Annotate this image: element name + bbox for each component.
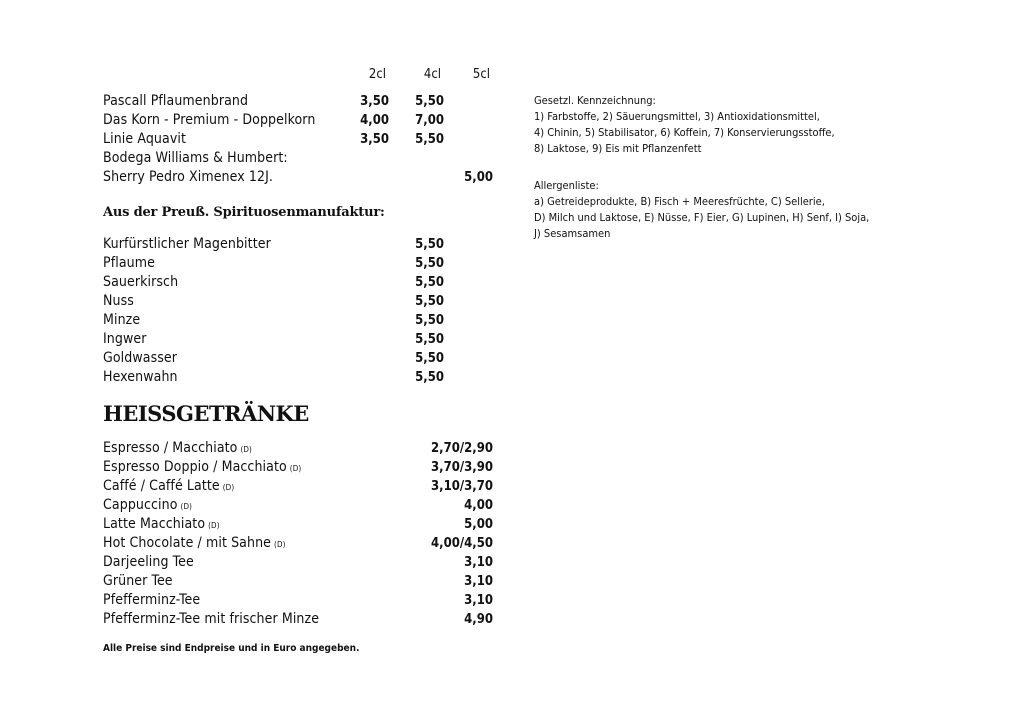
- price: 4,00: [464, 498, 493, 513]
- section-title: Aus der Preuß. Spirituosenmanufaktur:: [103, 205, 385, 220]
- menu-row: [103, 292, 503, 311]
- menu-row: [103, 111, 503, 130]
- column-header-4cl: 4cl: [423, 67, 441, 82]
- item-name: Pflaume: [103, 255, 155, 271]
- legal-title: Gesetzl. Kennzeichnung:: [534, 94, 656, 107]
- menu-row: [103, 130, 503, 149]
- item-name: [103, 553, 194, 572]
- price-4cl: 5,50: [415, 132, 444, 147]
- menu-row: [103, 534, 503, 553]
- item-label: Hot Chocolate / mit Sahne: [103, 535, 272, 551]
- price: 3,10: [464, 593, 493, 608]
- price-4cl: 5,50: [415, 313, 444, 328]
- price-footnote: Alle Preise sind Endpreise und in Euro angegeben.: [103, 643, 360, 654]
- item-name: Ingwer: [103, 331, 147, 347]
- item-label: Darjeeling Tee: [103, 554, 194, 570]
- item-name: [103, 610, 319, 629]
- price-4cl: 5,50: [415, 332, 444, 347]
- menu-row: [103, 477, 503, 496]
- item-label: Caffé / Caffé Latte: [103, 478, 220, 494]
- price-2cl: 4,00: [360, 113, 389, 128]
- item-label: Espresso Doppio / Macchiato: [103, 459, 287, 475]
- price: 3,10: [464, 555, 493, 570]
- item-label: Pfefferminz-Tee: [103, 592, 201, 608]
- price-2cl: 3,50: [360, 94, 389, 109]
- item-label: Cappuccino: [103, 497, 178, 513]
- menu-row: [103, 368, 503, 387]
- price: 2,70/2,90: [431, 441, 493, 456]
- item-name: [103, 477, 234, 497]
- legal-line: 1) Farbstoffe, 2) Säuerungsmittel, 3) Antioxidationsmittel,: [534, 110, 820, 123]
- allergen-line: a) Getreideprodukte, B) Fisch + Meeresfrüchte, C) Sellerie,: [534, 195, 825, 208]
- menu-row: [103, 349, 503, 368]
- menu-row: [103, 553, 503, 572]
- menu-row: [103, 149, 503, 168]
- item-name: Sherry Pedro Ximenex 12J.: [103, 169, 274, 185]
- price: 5,00: [464, 517, 493, 532]
- allergen-note: (D): [274, 540, 286, 549]
- item-name: Hexenwahn: [103, 369, 178, 385]
- item-name: [103, 534, 286, 554]
- allergen-title: Allergenliste:: [534, 179, 599, 192]
- menu-row: [103, 311, 503, 330]
- item-name: Goldwasser: [103, 350, 178, 366]
- menu-row: [103, 572, 503, 591]
- price: 3,10/3,70: [431, 479, 493, 494]
- allergen-note: (D): [240, 445, 252, 454]
- item-label: Espresso / Macchiato: [103, 440, 238, 456]
- allergen-line: J) Sesamsamen: [534, 227, 611, 240]
- menu-row: [103, 458, 503, 477]
- item-name: Minze: [103, 312, 141, 328]
- price: 4,00/4,50: [431, 536, 493, 551]
- price-4cl: 5,50: [415, 256, 444, 271]
- allergen-note: (D): [180, 502, 193, 511]
- price-4cl: 5,50: [415, 237, 444, 252]
- legal-line: 8) Laktose, 9) Eis mit Pflanzenfett: [534, 142, 702, 155]
- price-4cl: 7,00: [415, 113, 444, 128]
- item-label: Latte Macchiato: [103, 516, 206, 532]
- item-name: Kurfürstlicher Magenbitter: [103, 236, 271, 252]
- allergen-note: (D): [289, 464, 302, 473]
- menu-row: [103, 254, 503, 273]
- price-4cl: 5,50: [415, 275, 444, 290]
- item-name: Linie Aquavit: [103, 131, 187, 147]
- price: 3,70/3,90: [431, 460, 493, 475]
- item-name: Nuss: [103, 293, 134, 309]
- price-4cl: 5,50: [415, 351, 444, 366]
- menu-row: [103, 515, 503, 534]
- item-name: Sauerkirsch: [103, 274, 179, 290]
- price-4cl: 5,50: [415, 94, 444, 109]
- item-name: [103, 439, 252, 459]
- column-header-5cl: 5cl: [472, 67, 490, 82]
- item-name: Das Korn - Premium - Doppelkorn: [103, 112, 316, 128]
- menu-row: [103, 92, 503, 111]
- item-name: Bodega Williams & Humbert:: [103, 150, 288, 166]
- menu-row: [103, 168, 503, 187]
- hot-drinks-title: HEISSGETRÄNKE: [103, 401, 309, 426]
- menu-row: [103, 330, 503, 349]
- price-2cl: 3,50: [360, 132, 389, 147]
- price-4cl: 5,50: [415, 370, 444, 385]
- item-name: [103, 572, 173, 591]
- item-name: [103, 496, 192, 516]
- item-name: [103, 591, 200, 610]
- menu-row: [103, 273, 503, 292]
- allergen-line: D) Milch und Laktose, E) Nüsse, F) Eier, G) Lupinen, H) Senf, I) Soja,: [534, 211, 870, 224]
- menu-row: [103, 496, 503, 515]
- column-header-2cl: 2cl: [368, 67, 386, 82]
- legal-line: 4) Chinin, 5) Stabilisator, 6) Koffein, 7) Konservierungsstoffe,: [534, 126, 835, 139]
- menu-row: [103, 439, 503, 458]
- allergen-note: (D): [222, 483, 235, 492]
- price: 3,10: [464, 574, 493, 589]
- menu-row: [103, 591, 503, 610]
- price: 4,90: [464, 612, 493, 627]
- allergen-note: (D): [208, 521, 220, 530]
- menu-row: [103, 610, 503, 629]
- legal-notice: [534, 93, 894, 157]
- item-label: Pfefferminz-Tee mit frischer Minze: [103, 611, 320, 627]
- price-5cl: 5,00: [464, 170, 493, 185]
- allergen-list: [534, 178, 894, 242]
- item-name: [103, 458, 301, 478]
- price-4cl: 5,50: [415, 294, 444, 309]
- item-name: [103, 515, 220, 535]
- menu-row: [103, 235, 503, 254]
- item-name: Pascall Pflaumenbrand: [103, 93, 249, 109]
- item-label: Grüner Tee: [103, 573, 173, 589]
